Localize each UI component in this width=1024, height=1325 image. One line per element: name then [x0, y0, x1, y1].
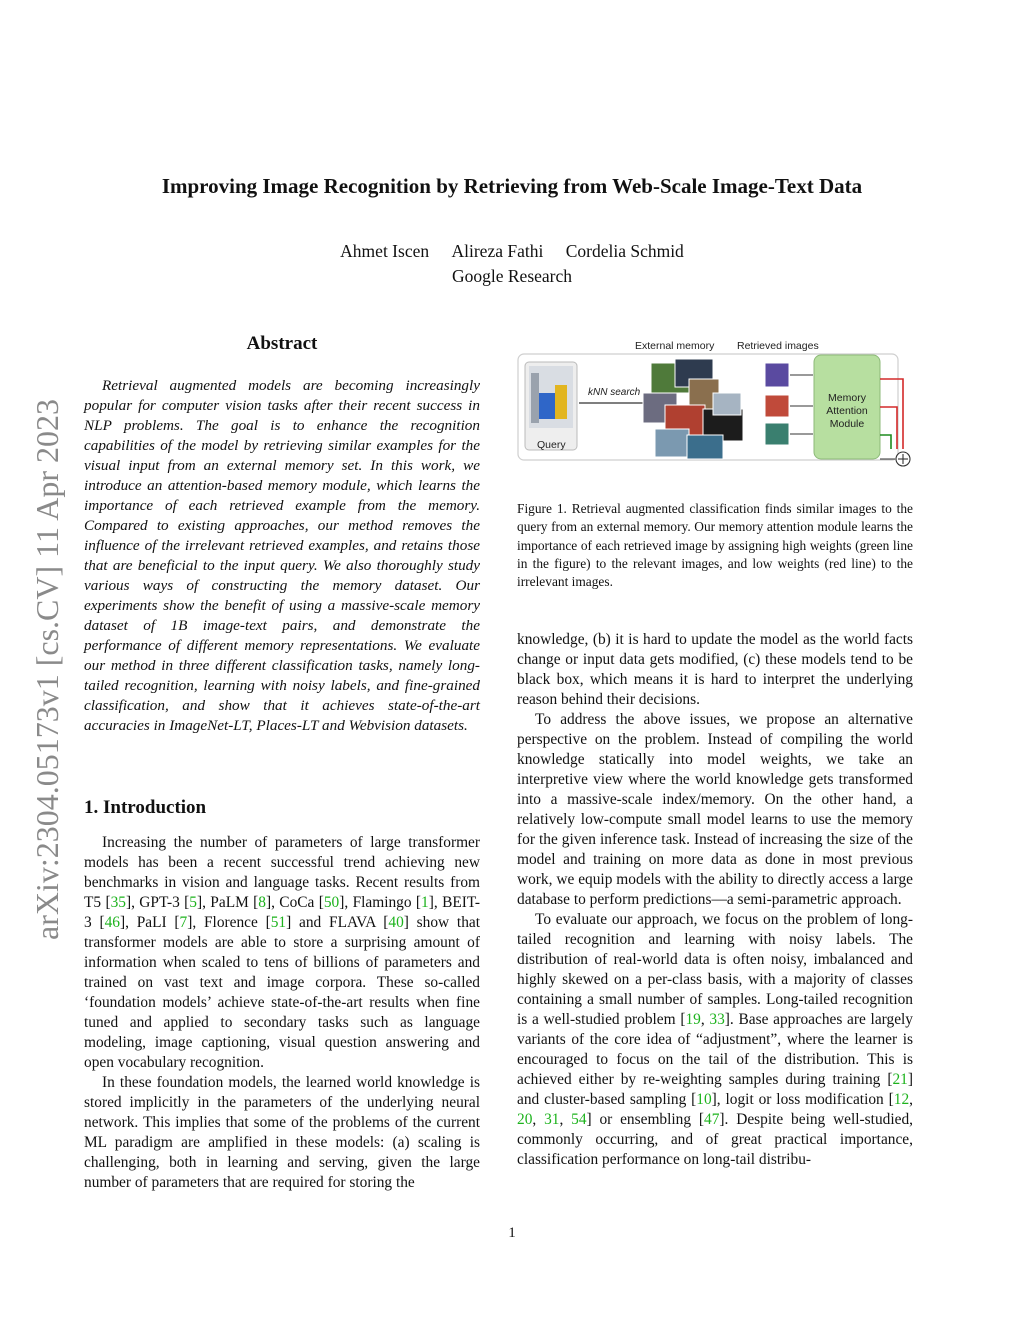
author-name: Cordelia Schmid	[565, 241, 684, 261]
citation-link[interactable]: 12	[893, 1091, 910, 1108]
citation-link[interactable]: 31	[544, 1111, 560, 1128]
citation-link[interactable]: 20	[517, 1111, 533, 1128]
intro-paragraph-4: To address the above issues, we propose an alternative perspective on the problem. Instead of compiling the world knowledge statically into model weights, we take an interpretive view where the world knowledge gets transformed into a massive-scale index/memory. On the other hand, a relatively low-compute small model learns to use the memory for the given inference task. Instead of increasing the size of the model and training on more data as done in most previous work, we equip models with the ability to directly access a large database to perform predictions—a semi-parametric approach.	[517, 711, 913, 908]
citation-link[interactable]: 19	[685, 1011, 701, 1028]
left-column-body	[84, 833, 480, 1193]
citation-link[interactable]: 1	[421, 894, 429, 911]
intro-paragraph-1: Increasing the number of parameters of large transformer models has been a recent successful trend achieving new benchmarks in vision and language tasks. Recent results from T5 [35], GPT-3 [5], PaLM [8], CoCa [50], Flamingo [1], BEIT-3 [46], PaLI [7], Florence [51] and FLAVA [40] show that transformer models are able to store a surprising amount of information when scaled to tens of billions of parameters and trained on vast text and image corpora. These so-called ‘foundation models’ achieve state-of-the-art results when fine tuned and applied to secondary tasks such as language modeling, image captioning, visual question answering and open vocabulary recognition.	[84, 834, 481, 1071]
page-number: 1	[508, 1225, 516, 1241]
author-name: Alireza Fathi	[451, 241, 544, 261]
intro-paragraph-2: In these foundation models, the learned world knowledge is stored implicitly in the parameters of the underlying neural network. This implies that some of the problems of the current ML paradigm are amplified in these models: (a) scaling is challenging, both in learning and serving, given the large number of parameters that are required for storing the	[84, 1074, 480, 1191]
abstract-heading: Abstract	[246, 333, 318, 354]
arxiv-id: arXiv:2304.05173v1 [cs.CV] 11 Apr 2023	[29, 399, 65, 940]
citation-link[interactable]: 51	[270, 914, 287, 931]
section-heading-introduction: 1. Introduction	[84, 797, 207, 818]
paper-title: Improving Image Recognition by Retrieving from Web-Scale Image-Text Data	[161, 174, 863, 198]
citation-link[interactable]: 33	[709, 1011, 725, 1028]
module-label-line: Module	[829, 418, 865, 430]
citation-link[interactable]: 54	[571, 1111, 587, 1128]
citation-link[interactable]: 47	[704, 1111, 720, 1128]
citation-link[interactable]: 8	[258, 894, 266, 911]
citation-link[interactable]: 35	[110, 894, 126, 911]
query-image	[525, 362, 577, 450]
author-name: Ahmet Iscen	[340, 241, 430, 261]
abstract-text: Retrieval augmented models are becoming increasingly popular for computer vision tasks after their recent success in NLP problems. The goal is to enhance the recognition capabilities of the model by retrieving similar examples for the visual input from an external memory set. In this work, we introduce an attention-based memory module, which learns the importance of each retrieved example from the memory. Compared to existing approaches, our method removes the influence of the irrelevant retrieved examples, and retains those that are beneficial to the input query. We also thoroughly study various ways of constructing the memory dataset. Our experiments show the benefit of using a massive-scale memory dataset of 1B image-text pairs, and demonstrate the performance of different memory representations. We evaluate our method in three different classification tasks, namely long-tailed recognition, learning with noisy labels, and fine-grained classification, and show that it achieves state-of-the-art accuracies in ImageNet-LT, Places-LT and Webvision datasets.	[84, 377, 480, 734]
external-memory-label: External memory	[635, 340, 715, 352]
author-list	[0, 241, 1024, 262]
query-label: Query	[537, 439, 566, 451]
arxiv-stamp	[27, 350, 67, 940]
module-label-line: Attention	[826, 405, 868, 417]
citation-link[interactable]: 5	[189, 894, 197, 911]
right-column-body	[517, 630, 913, 1170]
retrieved-images-label: Retrieved images	[737, 340, 819, 352]
module-label-line: Memory	[828, 392, 866, 404]
knn-search-label: kNN search	[588, 387, 641, 398]
figure-1-diagram	[517, 335, 913, 475]
citation-link[interactable]: 10	[696, 1091, 712, 1108]
citation-link[interactable]: 21	[892, 1071, 908, 1088]
retrieved-images	[765, 363, 789, 445]
citation-link[interactable]: 7	[179, 914, 188, 931]
citation-link[interactable]: 46	[104, 914, 120, 931]
figure-1-caption: Figure 1. Retrieval augmented classification finds similar images to the query from an external memory. Our memory attention module learns the importance of each retrieved image by assigning high weights (green line in the figure) to the relevant images, and low weights (red line) to the irrelevant images.	[517, 501, 913, 590]
citation-link[interactable]: 50	[323, 894, 340, 911]
intro-paragraph-5: To evaluate our approach, we focus on the problem of long-tailed recognition and learning with noisy labels. The distribution of real-world data is often noisy, imbalanced and highly skewed on a per-class basis, with a majority of classes containing a small number of samples. Long-tailed recognition is a well-studied problem [19, 33]. Base approaches are largely variants of the core idea of “adjustment”, where the learner is encouraged to focus on the tail of the distribution. This is achieved either by re-weighting samples during training [21] and cluster-based sampling [10], logit or loss modification [12, 20, 31, 54] or ensembling [47]. Despite being well-studied, commonly occurring, and of great practical importance, classification performance on long-tail distribu-	[517, 911, 913, 1168]
citation-link[interactable]: 40	[388, 914, 404, 931]
affiliation: Google Research	[451, 266, 573, 286]
intro-paragraph-3: knowledge, (b) it is hard to update the model as the world facts change or input data gets modified, (c) these models tend to be black box, which means it is hard to interpret the underlying reason behind their decisions.	[517, 631, 913, 708]
